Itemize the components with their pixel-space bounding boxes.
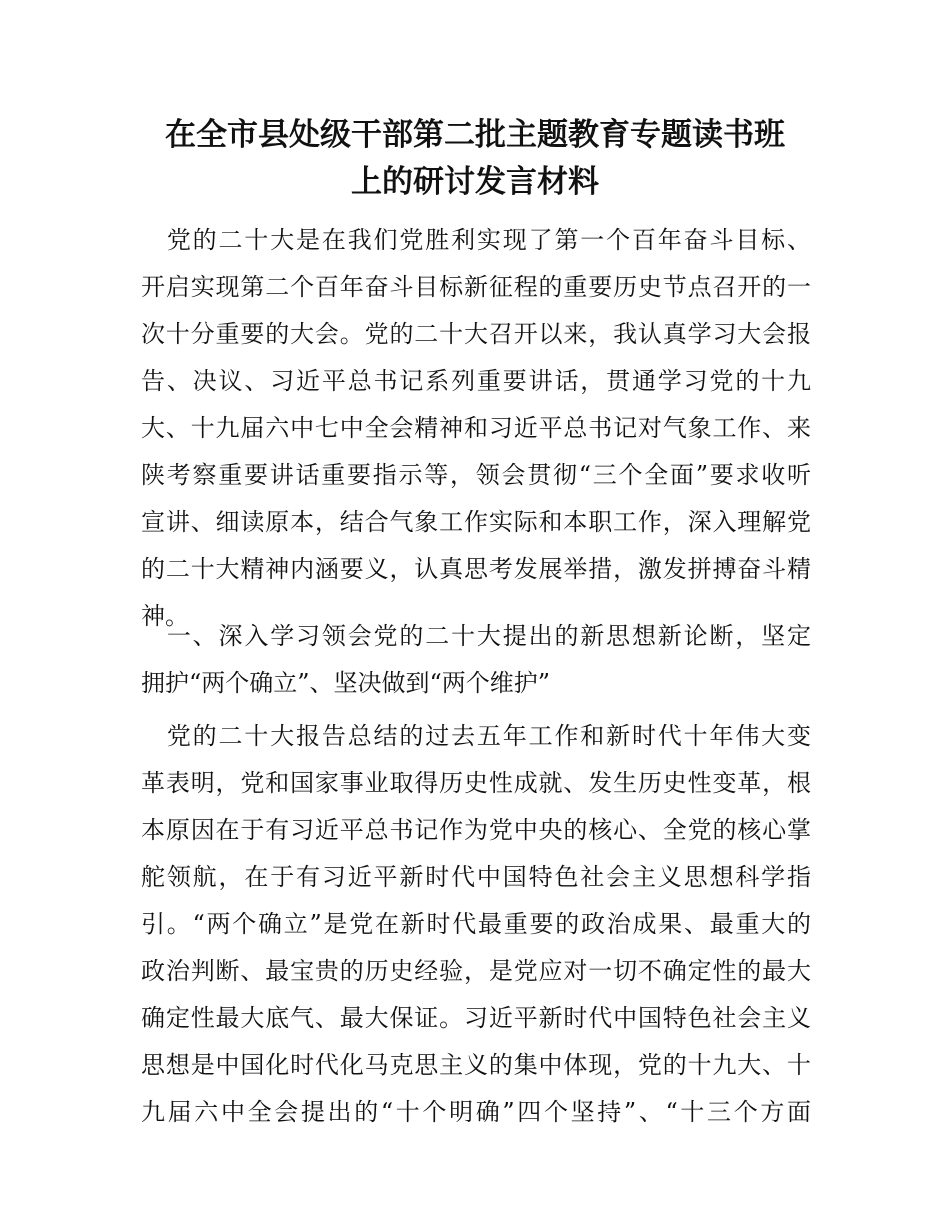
text-line: 党的二十大是在我们党胜利实现了第一个百年奋斗目标、 (141, 226, 811, 254)
text-line: 大、十九届六中七中全会精神和习近平总书记对气象工作、来 (141, 414, 811, 442)
text-line: 政治判断、最宝贵的历史经验，是党应对一切不确定性的最大 (141, 957, 811, 985)
text-line: 告、决议、习近平总书记系列重要讲话，贯通学习党的十九 (141, 367, 811, 395)
text-line: 宣讲、细读原本，结合气象工作实际和本职工作，深入理解党 (141, 508, 811, 536)
text-line: 一、深入学习领会党的二十大提出的新思想新论断，坚定 (141, 622, 811, 650)
paragraph-intro (141, 217, 811, 640)
text-line: 的二十大精神内涵要义，认真思考发展举措，激发拼搏奋斗精 (141, 555, 811, 583)
text-line: 本原因在于有习近平总书记作为党中央的核心、全党的核心掌 (141, 816, 811, 844)
text-line: 思想是中国化时代化马克思主义的集中体现，党的十九大、十 (141, 1051, 811, 1079)
text-line: 九届六中全会提出的“十个明确”四个坚持”、“十三个方面 (141, 1098, 811, 1126)
document-title-line-1: 在全市县处级干部第二批主题教育专题读书班 (165, 117, 785, 153)
text-line: 陕考察重要讲话重要指示等，领会贯彻“三个全面”要求收听 (141, 461, 811, 489)
document-title-line-2: 上的研讨发言材料 (351, 164, 599, 200)
paragraph-section-1 (141, 713, 811, 1136)
text-line: 革表明，党和国家事业取得历史性成就、发生历史性变革，根 (141, 769, 811, 797)
section-heading-1 (141, 613, 811, 707)
text-line: 拥护“两个确立”、坚决做到“两个维护” (141, 669, 551, 697)
text-line: 党的二十大报告总结的过去五年工作和新时代十年伟大变 (141, 722, 811, 750)
text-line: 次十分重要的大会。党的二十大召开以来，我认真学习大会报 (141, 320, 811, 348)
text-line: 开启实现第二个百年奋斗目标新征程的重要历史节点召开的一 (141, 273, 811, 301)
text-line: 神。 (141, 602, 189, 630)
text-line: 舵领航，在于有习近平新时代中国特色社会主义思想科学指 (141, 863, 811, 891)
text-line: 确定性最大底气、最大保证。习近平新时代中国特色社会主义 (141, 1004, 811, 1032)
text-line: 引。“两个确立”是党在新时代最重要的政治成果、最重大的 (141, 910, 811, 938)
